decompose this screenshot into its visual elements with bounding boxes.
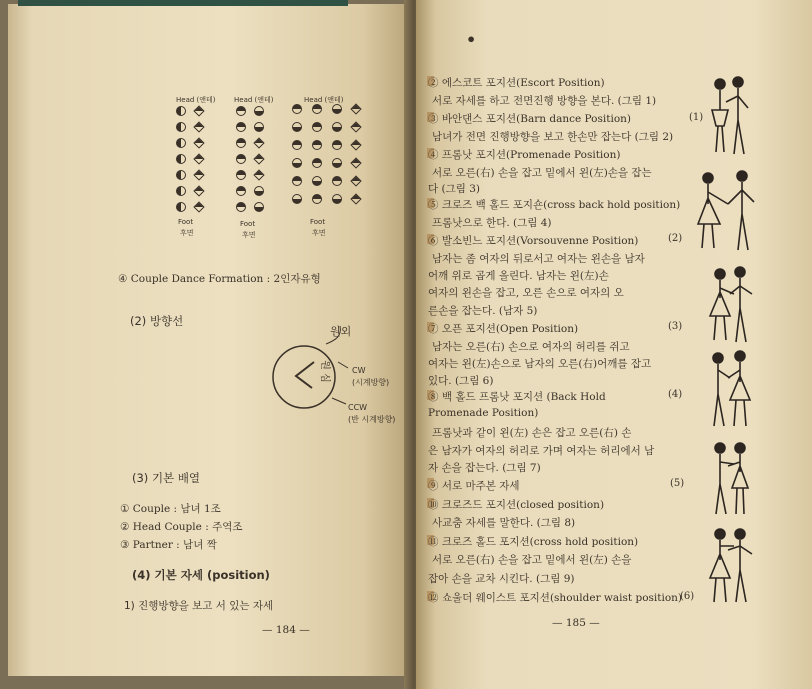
dancer-symbol (254, 202, 264, 212)
dancer-symbol (236, 186, 246, 196)
dancer-symbol (176, 106, 186, 116)
text-line: 서로 오른(右) 손을 잡고 밑에서 왼(左) 손을 (432, 554, 632, 566)
dancer-symbol (176, 138, 186, 148)
text-line: 남녀가 전면 진행방향을 보고 한손만 잡는다 (그림 2) (432, 131, 674, 143)
ccw-label: CCW (348, 403, 368, 412)
text-line: ⑤ 크로즈 백 홀드 포지숀(cross back hold position) (428, 199, 681, 211)
dancing-couple-illustration-6 (700, 524, 760, 606)
text-line: ⑨ 서로 마주본 자세 (428, 480, 520, 492)
text-line: 프롬낫으로 한다. (그림 4) (432, 217, 552, 229)
dancer-symbol (312, 140, 322, 150)
figure-label-6: (6) (680, 591, 695, 602)
text-line: ⑥ 발소빈느 포지션(Vorsouvenne Position) (428, 235, 639, 247)
diagram-head-label-3: Head (앤테) (304, 96, 344, 104)
dancing-couple-illustration-2 (688, 168, 768, 254)
direction-arrow-mark (296, 362, 314, 388)
figure-label-4: (4) (668, 389, 683, 400)
dancer-symbol (236, 138, 246, 148)
arrangement-item-2: ② Head Couple : 주역조 (120, 521, 243, 533)
text-line: 잡아 손을 교차 시킨다. (그림 9) (428, 573, 575, 585)
dancer-symbol (312, 122, 322, 132)
outer-label: 원외 (330, 325, 352, 338)
dancer-symbol (292, 122, 302, 132)
text-line: ⑩ 크로즈드 포지션(closed position) (428, 499, 605, 511)
text-line: 남자는 오른(右) 손으로 여자의 허리를 쥐고 (432, 341, 630, 353)
dancer-symbol (292, 194, 302, 204)
position-item-1: 1) 진행방향을 보고 서 있는 자세 (124, 600, 274, 612)
text-line: 른손을 잡는다. (남자 5) (428, 305, 538, 317)
dancer-symbol (312, 158, 322, 168)
dancer-symbol (332, 140, 342, 150)
dancer-symbol (176, 122, 186, 132)
dancer-symbol (292, 158, 302, 168)
figure-label-5: (5) (670, 478, 685, 489)
section-heading-direction: (2) 방향선 (130, 314, 184, 328)
cw-label: CW (352, 366, 366, 375)
dancer-symbol (176, 186, 186, 196)
text-line: ② 에스코트 포지션(Escort Position) (428, 77, 605, 89)
arrangement-item-3: ③ Partner : 남녀 짝 (120, 539, 217, 551)
dancing-couple-illustration-3 (700, 264, 760, 346)
text-line: Promenade Position) (428, 407, 539, 419)
diagram-foot-label-2: Foot (240, 220, 256, 228)
text-line: 남자는 좀 여자의 뒤로서고 여자는 왼손을 남자 (432, 253, 645, 265)
figure-label-1: (1) (689, 112, 704, 123)
diagram-foot-sub-1: 후면 (180, 229, 194, 237)
dancer-symbol (332, 176, 342, 186)
text-line: 프롬낫과 같이 왼(左) 손은 잡고 오른(右) 손 (432, 427, 632, 439)
text-line: 자 손을 잡는다. (그림 7) (428, 462, 541, 474)
dancer-symbol (176, 154, 186, 164)
top-mark: • (466, 30, 477, 49)
dancer-symbol (312, 104, 322, 114)
text-line: 서로 자세를 하고 전면진행 방향을 본다. (그림 1) (432, 95, 657, 107)
dancer-symbol (332, 194, 342, 204)
page-number-right: — 185 — (552, 617, 600, 629)
ccw-arrow (332, 398, 346, 404)
dancer-symbol (292, 104, 302, 114)
text-line: 다 (그림 3) (428, 183, 480, 195)
ccw-sublabel: (반 시계방향) (348, 415, 396, 424)
text-line: ⑪ 크로즈 홀드 포지션(cross hold position) (428, 536, 639, 548)
diagram-foot-label-1: Foot (178, 218, 194, 226)
dancer-symbol (236, 170, 246, 180)
dancer-symbol (332, 104, 342, 114)
text-line: ③ 바안댄스 포지션(Barn dance Position) (428, 113, 632, 125)
dancing-couple-illustration-1 (700, 74, 760, 160)
dancing-couple-illustration-5 (700, 438, 760, 518)
text-line: ⑫ 쇼울더 웨이스트 포지션(shoulder waist position) (428, 592, 683, 604)
text-line: ④ 프롬낫 포지션(Promenade Position) (428, 149, 621, 161)
text-line: 사교춤 자세를 말한다. (그림 8) (432, 517, 576, 529)
dancer-symbol (254, 186, 264, 196)
text-line: 있다. (그림 6) (428, 375, 494, 387)
section-heading-position: (4) 기본 자세 (position) (132, 568, 270, 582)
text-line: 여자의 왼손을 잡고, 오른 손으로 여자의 오 (428, 287, 624, 299)
cover-edge (18, 0, 348, 6)
dancer-symbol (292, 140, 302, 150)
cw-sublabel: (시계방향) (352, 378, 390, 387)
dancer-symbol (292, 176, 302, 186)
page-number-left: — 184 — (262, 624, 310, 636)
text-line: 은 남자가 여자의 허리로 가며 여자는 허리에서 남 (428, 445, 655, 457)
cw-arrow (338, 362, 348, 368)
diagram-head-label-2: Head (앤테) (234, 96, 274, 104)
arrangement-item-1: ① Couple : 남녀 1조 (120, 503, 221, 515)
formation-heading: ④ Couple Dance Formation : 2인자유형 (118, 273, 321, 285)
dancer-symbol (236, 202, 246, 212)
dancer-symbol (254, 122, 264, 132)
dancer-symbol (236, 106, 246, 116)
text-line: ⑧ 백 홀드 프롬낫 포지션 (Back Hold (428, 391, 606, 403)
section-heading-arrangement: (3) 기본 배열 (132, 471, 201, 485)
text-line: 여자는 왼(左)손으로 남자의 오른(右)어깨를 잡고 (428, 358, 652, 370)
figure-label-2: (2) (668, 233, 683, 244)
text-line: 어깨 위로 곱게 올린다. 남자는 왼(左)손 (428, 270, 609, 282)
dancer-symbol (312, 176, 322, 186)
dancer-symbol (332, 122, 342, 132)
dancer-symbol (312, 194, 322, 204)
figure-label-3: (3) (668, 321, 683, 332)
dancer-symbol (176, 170, 186, 180)
dancer-symbol (236, 154, 246, 164)
diagram-head-label-1: Head (앤테) (176, 96, 216, 104)
diagram-foot-sub-2: 후면 (242, 231, 256, 239)
dancer-symbol (236, 122, 246, 132)
center-label: 원 심 (318, 360, 330, 383)
dancer-symbol (254, 106, 264, 116)
dancer-symbol (176, 202, 186, 212)
text-line: ⑦ 오픈 포지션(Open Position) (428, 323, 579, 335)
dancing-couple-illustration-4 (700, 348, 760, 430)
text-line: 서로 오른(右) 손을 잡고 밑에서 왼(左)손을 잡는 (432, 167, 652, 179)
dancer-symbol (332, 158, 342, 168)
diagram-foot-label-3: Foot (310, 218, 326, 226)
diagram-foot-sub-3: 후면 (312, 229, 326, 237)
